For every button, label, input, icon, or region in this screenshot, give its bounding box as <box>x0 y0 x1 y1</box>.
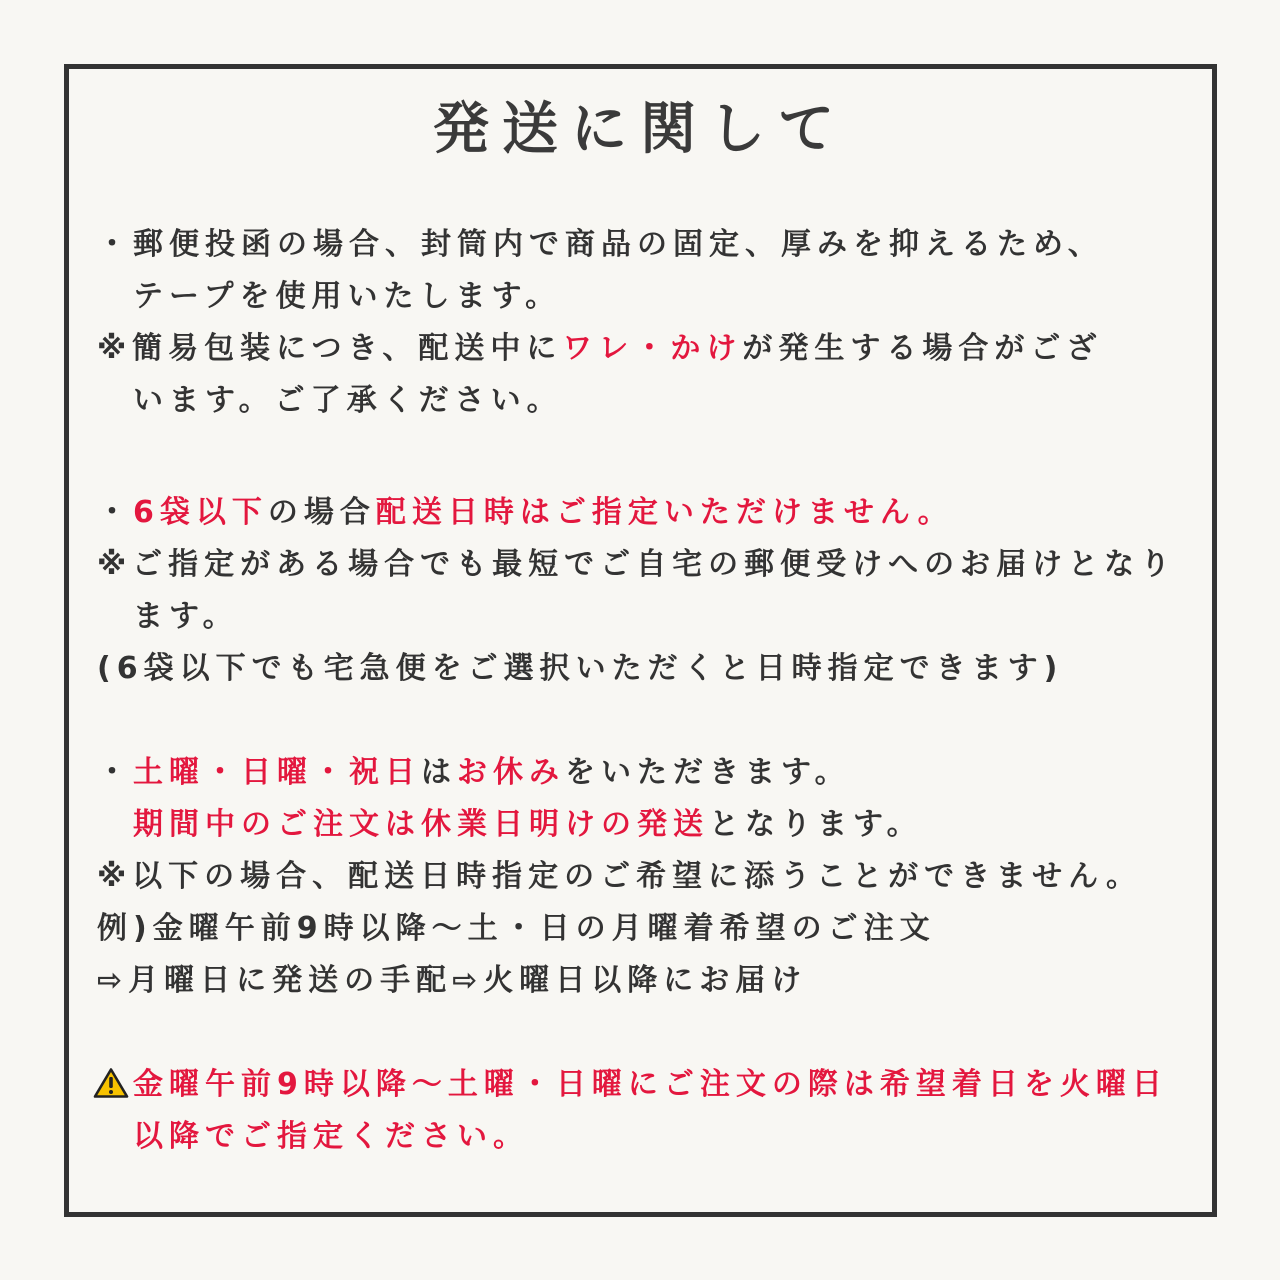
notice-text: (6袋以下でも宅急便をご選択いただくと日時指定できます) <box>97 651 1064 686</box>
page-title: 発送に関して <box>433 97 847 162</box>
notice-line <box>97 955 1142 1007</box>
notice-text-emphasis: 土曜・日曜・祝日 <box>133 755 421 790</box>
notice-text: ます。 <box>133 599 239 634</box>
notice-line <box>97 487 1176 539</box>
section-warning <box>97 1059 1168 1163</box>
notice-text-emphasis: 期間中のご注文は休業日明けの発送 <box>133 807 709 842</box>
notice-line <box>97 747 1142 799</box>
notice-text: となります。 <box>709 807 923 842</box>
notice-text: ・ <box>97 495 133 530</box>
notice-text-emphasis: 金曜午前9時以降〜土曜・日曜にご注文の際は希望着日を火曜日 <box>133 1067 1168 1102</box>
notice-line <box>97 903 1142 955</box>
notice-text: をいただきます。 <box>565 755 851 790</box>
notice-text-emphasis: 以降でご指定ください。 <box>133 1119 529 1154</box>
notice-line <box>97 799 1142 851</box>
notice-text: います。ご了承ください。 <box>133 383 563 418</box>
notice-text: ⇨月曜日に発送の手配⇨火曜日以降にお届け <box>97 963 808 998</box>
warning-icon <box>93 1067 129 1099</box>
notice-line <box>97 1059 1168 1111</box>
notice-text-emphasis: お休み <box>457 755 565 790</box>
notice-text: ・郵便投函の場合、封筒内で商品の固定、厚みを抑えるため、 <box>97 227 1104 262</box>
section-delivery-time <box>97 487 1176 695</box>
notice-text-emphasis: 配送日時はご指定いただけません。 <box>375 495 954 530</box>
notice-text: の場合 <box>267 495 376 530</box>
notice-line <box>97 219 1104 271</box>
notice-text: は <box>421 755 457 790</box>
notice-text: ※簡易包装につき、配送中に <box>97 331 563 366</box>
notice-line <box>97 643 1176 695</box>
notice-text: 例)金曜午前9時以降〜土・日の月曜着希望のご注文 <box>97 911 936 946</box>
notice-text: テープを使用いたします。 <box>133 279 562 314</box>
notice-text: ※以下の場合、配送日時指定のご希望に添うことができません。 <box>97 859 1142 894</box>
notice-text: ・ <box>97 755 133 790</box>
notice-line <box>97 851 1142 903</box>
notice-text: が発生する場合がござ <box>742 331 1103 366</box>
notice-line <box>97 539 1176 591</box>
notice-text-emphasis: ワレ・かけ <box>562 331 743 366</box>
section-packaging <box>97 219 1104 427</box>
notice-text: ※ご指定がある場合でも最短でご自宅の郵便受けへのお届けとなり <box>97 547 1177 582</box>
notice-line <box>97 323 1104 375</box>
notice-text-emphasis: 6袋以下 <box>133 495 268 530</box>
notice-line <box>97 1111 1168 1163</box>
section-holidays <box>97 747 1142 1007</box>
notice-line <box>97 271 1104 323</box>
notice-line <box>97 375 1104 427</box>
notice-line <box>97 591 1176 643</box>
